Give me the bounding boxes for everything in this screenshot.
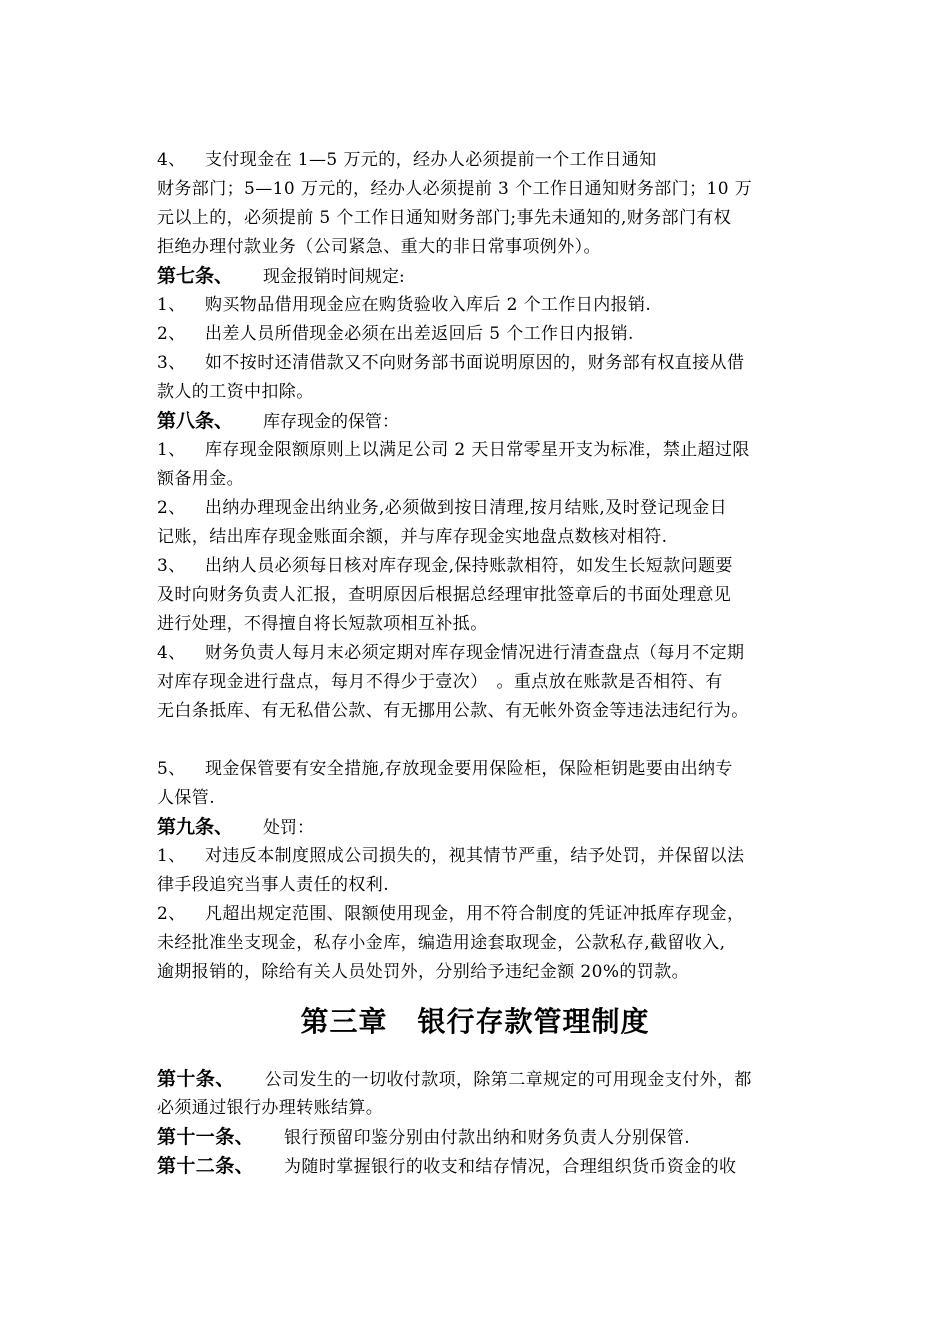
article-7-item-3: 3、 如不按时还清借款又不向财务部书面说明原因的，财务部有权直接从借 (157, 353, 745, 373)
article-9-heading (157, 815, 314, 840)
article-label: 第八条、 (157, 410, 234, 432)
item-number: 4、 (157, 150, 186, 170)
article-9-item-2-cont-1: 未经批准坐支现金，私存小金库，编造用途套取现金，公款私存,截留收入, (157, 933, 726, 953)
article-title: 现金报销时间规定: (263, 267, 405, 287)
article-10-cont: 必须通过银行办理转账结算。 (157, 1098, 384, 1118)
item-4-line-4: 拒绝办理付款业务（公司紧急、重大的非日常事项例外）。 (157, 237, 601, 257)
item-4-line-1: 4、 支付现金在 1—5 万元的，经办人必须提前一个工作日通知 (157, 150, 657, 170)
article-9-item-1-cont: 律手段追究当事人责任的权利. (157, 875, 390, 895)
article-9-item-1: 1、 对违反本制度照成公司损失的，视其情节严重，结予处罚，并保留以法 (157, 846, 745, 866)
article-8-item-5: 5、 现金保管要有安全措施,存放现金要用保险柜，保险柜钥匙要由出纳专 (157, 759, 733, 779)
article-8-item-1-cont: 额备用金。 (157, 469, 244, 489)
item-4-line-3: 元以上的，必须提前 5 个工作日通知财务部门;事先未通知的,财务部门有权 (157, 208, 732, 228)
article-7-item-1: 1、 购买物品借用现金应在购货验收入库后 2 个工作日内报销. (157, 295, 652, 315)
chapter-heading (0, 1002, 950, 1042)
article-10: 第十条、 公司发生的一切收付款项，除第二章规定的可用现金支付外，都 (157, 1068, 752, 1090)
item-4-line-2: 财务部门；5—10 万元的，经办人必须提前 3 个工作日通知财务部门；10 万 (157, 179, 753, 199)
article-label: 第十一条、 (157, 1126, 255, 1148)
article-7-heading (157, 264, 405, 289)
article-8-item-2: 2、 出纳办理现金出纳业务,必须做到按日清理,按月结账,及时登记现金日 (157, 498, 728, 518)
article-label: 第九条、 (157, 816, 234, 838)
article-title: 处罚： (263, 818, 315, 838)
article-title: 库存现金的保管： (263, 412, 400, 432)
article-8-heading (157, 409, 399, 434)
article-label: 第十条、 (157, 1068, 235, 1090)
article-8-item-4: 4、 财务负责人每月末必须定期对库存现金情况进行清查盘点（每月不定期 (157, 643, 745, 663)
article-8-item-3-cont-2: 进行处理，不得擅自将长短款项相互补抵。 (157, 614, 488, 634)
article-8-item-3-cont-1: 及时向财务负责人汇报，查明原因后根据总经理审批签章后的书面处理意见 (157, 585, 732, 605)
article-7-item-3-cont: 款人的工资中扣除。 (157, 382, 314, 402)
article-12: 第十二条、 为随时掌握银行的收支和结存情况，合理组织货币资金的收 (157, 1155, 737, 1177)
article-8-item-4-cont-2: 无白条抵库、有无私借公款、有无挪用公款、有无帐外资金等违法违纪行为。 (157, 701, 749, 721)
article-8-item-3: 3、 出纳人员必须每日核对库存现金,保持账款相符，如发生长短款问题要 (157, 556, 733, 576)
article-9-item-2-cont-2: 逾期报销的，除给有关人员处罚外，分别给予违纪金额 20%的罚款。 (157, 962, 689, 982)
chapter-number: 第三章 (300, 1005, 388, 1038)
article-8-item-1: 1、 库存现金限额原则上以满足公司 2 天日常零星开支为标准，禁止超过限 (157, 440, 750, 460)
article-8-item-2-cont: 记账，结出库存现金账面余额，并与库存现金实地盘点数核对相符. (157, 527, 668, 547)
article-9-item-2: 2、 凡超出规定范围、限额使用现金，用不符合制度的凭证冲抵库存现金， (157, 904, 745, 924)
article-7-item-2: 2、 出差人员所借现金必须在出差返回后 5 个工作日内报销. (157, 324, 634, 344)
article-8-item-4-cont-1: 对库存现金进行盘点，每月不得少于壹次） 。重点放在账款是否相符、有 (157, 672, 723, 692)
article-8-item-5-cont: 人保管. (157, 788, 216, 808)
article-label: 第七条、 (157, 265, 234, 287)
article-11: 第十一条、 银行预留印鉴分别由付款出纳和财务负责人分别保管. (157, 1126, 691, 1148)
chapter-title: 银行存款管理制度 (417, 1005, 650, 1038)
article-label: 第十二条、 (157, 1155, 255, 1177)
